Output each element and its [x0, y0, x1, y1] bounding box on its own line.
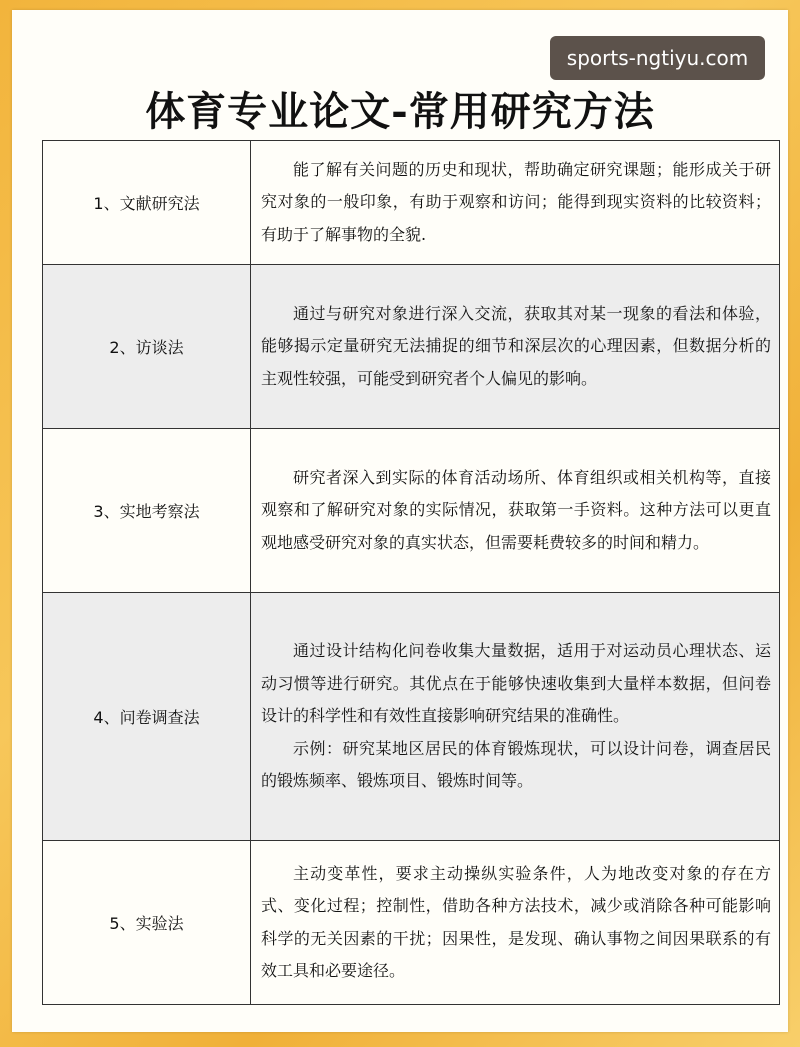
table-row-field-study: [43, 429, 780, 593]
method-description: [251, 429, 780, 593]
method-name: 1、文献研究法: [43, 141, 251, 265]
description-paragraph: 主动变革性，要求主动操纵实验条件，人为地改变对象的存在方式、变化过程；控制性，借助各种方法技术，减少或消除各种可能影响科学的无关因素的干扰；因果性，是发现、确认事物之间因果联系的有效工具和必要途径。: [261, 863, 771, 980]
watermark-badge: sports-ngtiyu.com: [550, 36, 765, 80]
example-paragraph: 示例：研究某地区居民的体育锻炼现状，可以设计问卷，调查居民的锻炼频率、锻炼项目、锻炼时间等。: [261, 738, 771, 791]
table-row-experiment: [43, 841, 780, 1005]
page-title: 体育专业论文-常用研究方法: [145, 88, 655, 135]
description-paragraph: 通过与研究对象进行深入交流，获取其对某一现象的看法和体验，能够揭示定量研究无法捕捉的细节和深层次的心理因素，但数据分析的主观性较强，可能受到研究者个人偏见的影响。: [261, 303, 771, 388]
method-description: [251, 141, 780, 265]
description-paragraph: 能了解有关问题的历史和现状，帮助确定研究课题；能形成关于研究对象的一般印象，有助于观察和访问；能得到现实资料的比较资料；有助于了解事物的全貌.: [261, 159, 771, 244]
table-row-questionnaire: [43, 593, 780, 841]
table-row-literature: [43, 141, 780, 265]
method-description: [251, 841, 780, 1005]
description-paragraph: 通过设计结构化问卷收集大量数据，适用于对运动员心理状态、运动习惯等进行研究。其优点在于能够快速收集到大量样本数据，但问卷设计的科学性和有效性直接影响研究结果的准确性。: [261, 641, 771, 726]
description-paragraph: 研究者深入到实际的体育活动场所、体育组织或相关机构等，直接观察和了解研究对象的实际情况，获取第一手资料。这种方法可以更直观地感受研究对象的真实状态，但需要耗费较多的时间和精力。: [261, 467, 771, 552]
method-name: 2、访谈法: [43, 265, 251, 429]
method-name: 3、实地考察法: [43, 429, 251, 593]
methods-table: [42, 140, 780, 1005]
method-description: [251, 593, 780, 841]
method-name: 5、实验法: [43, 841, 251, 1005]
method-description: [251, 265, 780, 429]
method-name: 4、问卷调查法: [43, 593, 251, 841]
table-row-interview: [43, 265, 780, 429]
